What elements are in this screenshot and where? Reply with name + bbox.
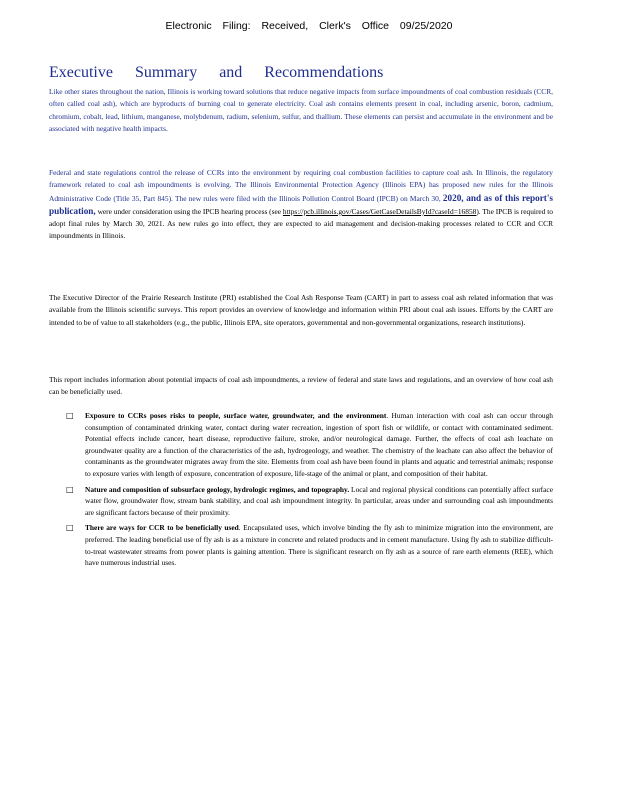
paragraph-regulations — [49, 167, 553, 243]
bullet-lead: There are ways for CCR to be beneficially used — [85, 523, 239, 533]
bullet-lead: Nature and composition of subsurface geology, hydrologic regimes, and topography. — [85, 484, 350, 494]
list-item — [66, 410, 553, 480]
list-item — [66, 522, 553, 568]
list-item — [66, 484, 553, 519]
paragraph-regulations-text-a: Federal and state regulations control the release of CCRs into the environment by requiring coal combustion facilities to capture coal ash. In Illinois, the regulatory framework related to coal ash impoundments is evolving. The Illinois Environmental Protection Agency (Illinois EPA) has proposed new rules for the Illinois Administrative Code (Title 35, Part 845). The new rules were filed with the Illinois Pollution Control Board (IPCB) on March 30, — [49, 168, 553, 203]
paragraph-cart: The Executive Director of the Prairie Research Institute (PRI) established the Coal Ash Response Team (CART) in part to assess coal ash related information that was available from the Illinois scientific surveys. This report provides an overview of knowledge and information within PRI about coal ash issues. Efforts by the CART are intended to be of value to all stakeholders (e.g., the public, Illinois EPA, site operators, governmental and non-governmental organizations, research institutions). — [49, 293, 553, 327]
bullet-icon: □ — [66, 411, 74, 420]
bullet-text: . Human interaction with coal ash can occur through consumption of contaminated drinking water, contact during water recreation, ingestion of sport fish or wildlife, or contact with contaminated sediment. Potential effects include cancer, heart disease, reproductive failure, stroke, and/or neurological damage. Further, the effects of coal ash leachate on groundwater quality are a function of the characteristics of the ash, hydrogeology, and weather. The chemistry of the leachate can also affect the behavior of contaminants as the groundwater migrates away from the site. Elements from coal ash have been found in plants and aquatic and terrestrial animals; response to exposure varies with length of exposure, concentration of exposure, life-stage of the animal or plant, and composition of their habitat. — [85, 411, 553, 478]
bullet-icon: □ — [66, 523, 74, 533]
paragraph-intro: Like other states throughout the nation, Illinois is working toward solutions that reduce negative impacts from surface impoundments of coal combustion residuals (CCR, often called coal ash), which are byproducts of burning coal to generate electricity. Coal ash contains elements present in coal, including arsenic, boron, cadmium, chromium, cobalt, lead, lithium, manganese, molybdenum, radium, selenium, sulfur, and thallium. These elements can persist and accumulate in the environment and be associated with negative health impacts. — [49, 87, 553, 133]
paragraph-report-scope: This report includes information about potential impacts of coal ash impoundments, a review of federal and state laws and regulations, and an overview of how coal ash can be beneficially used. — [49, 375, 553, 397]
bullet-lead: Exposure to CCRs poses risks to people, surface water, groundwater, and the environment — [85, 411, 387, 420]
bullet-icon: □ — [66, 484, 74, 494]
paragraph-regulations-emphasis: 2020, and as of this report's publication, — [49, 192, 553, 216]
paragraph-regulations-text-c: ). The IPCB is required to adopt final rules by March 30, 2021. As new rules go into effect, they are expected to aid management and decision-making processes related to CCR and CCR impoundments in Illinois. — [49, 206, 553, 241]
bullet-text: . Encapsulated uses, which involve binding the fly ash to minimize migration into the environment, are preferred. The leading beneficial use of fly ash is as a mixture in concrete and related products and in cement manufacture. Using fly ash to stabilize difficult-to-treat wastewater streams from power plants is gaining attention. There is significant research on fly ash as a source of rare earth elements (REE), which have numerous industrial uses. — [85, 523, 553, 568]
section-title: Executive Summary and Recommendations — [49, 64, 384, 81]
filing-stamp: Electronic Filing: Received, Clerk's Office 09/25/2020 — [165, 20, 453, 32]
findings-list — [66, 410, 553, 573]
paragraph-regulations-text-b: were under consideration using the IPCB hearing process (see — [95, 206, 283, 216]
ipcb-case-link[interactable]: https://pcb.illinois.gov/Cases/GetCaseDetailsById?caseId=16858 — [282, 206, 477, 216]
bullet-text: Local and regional physical conditions can potentially affect surface water flow, groundwater flow, stream bank stability, and coal ash impoundment integrity. In particular, areas under and surrounding coal ash impoundments are significant factors because of their proximity. — [85, 484, 553, 517]
